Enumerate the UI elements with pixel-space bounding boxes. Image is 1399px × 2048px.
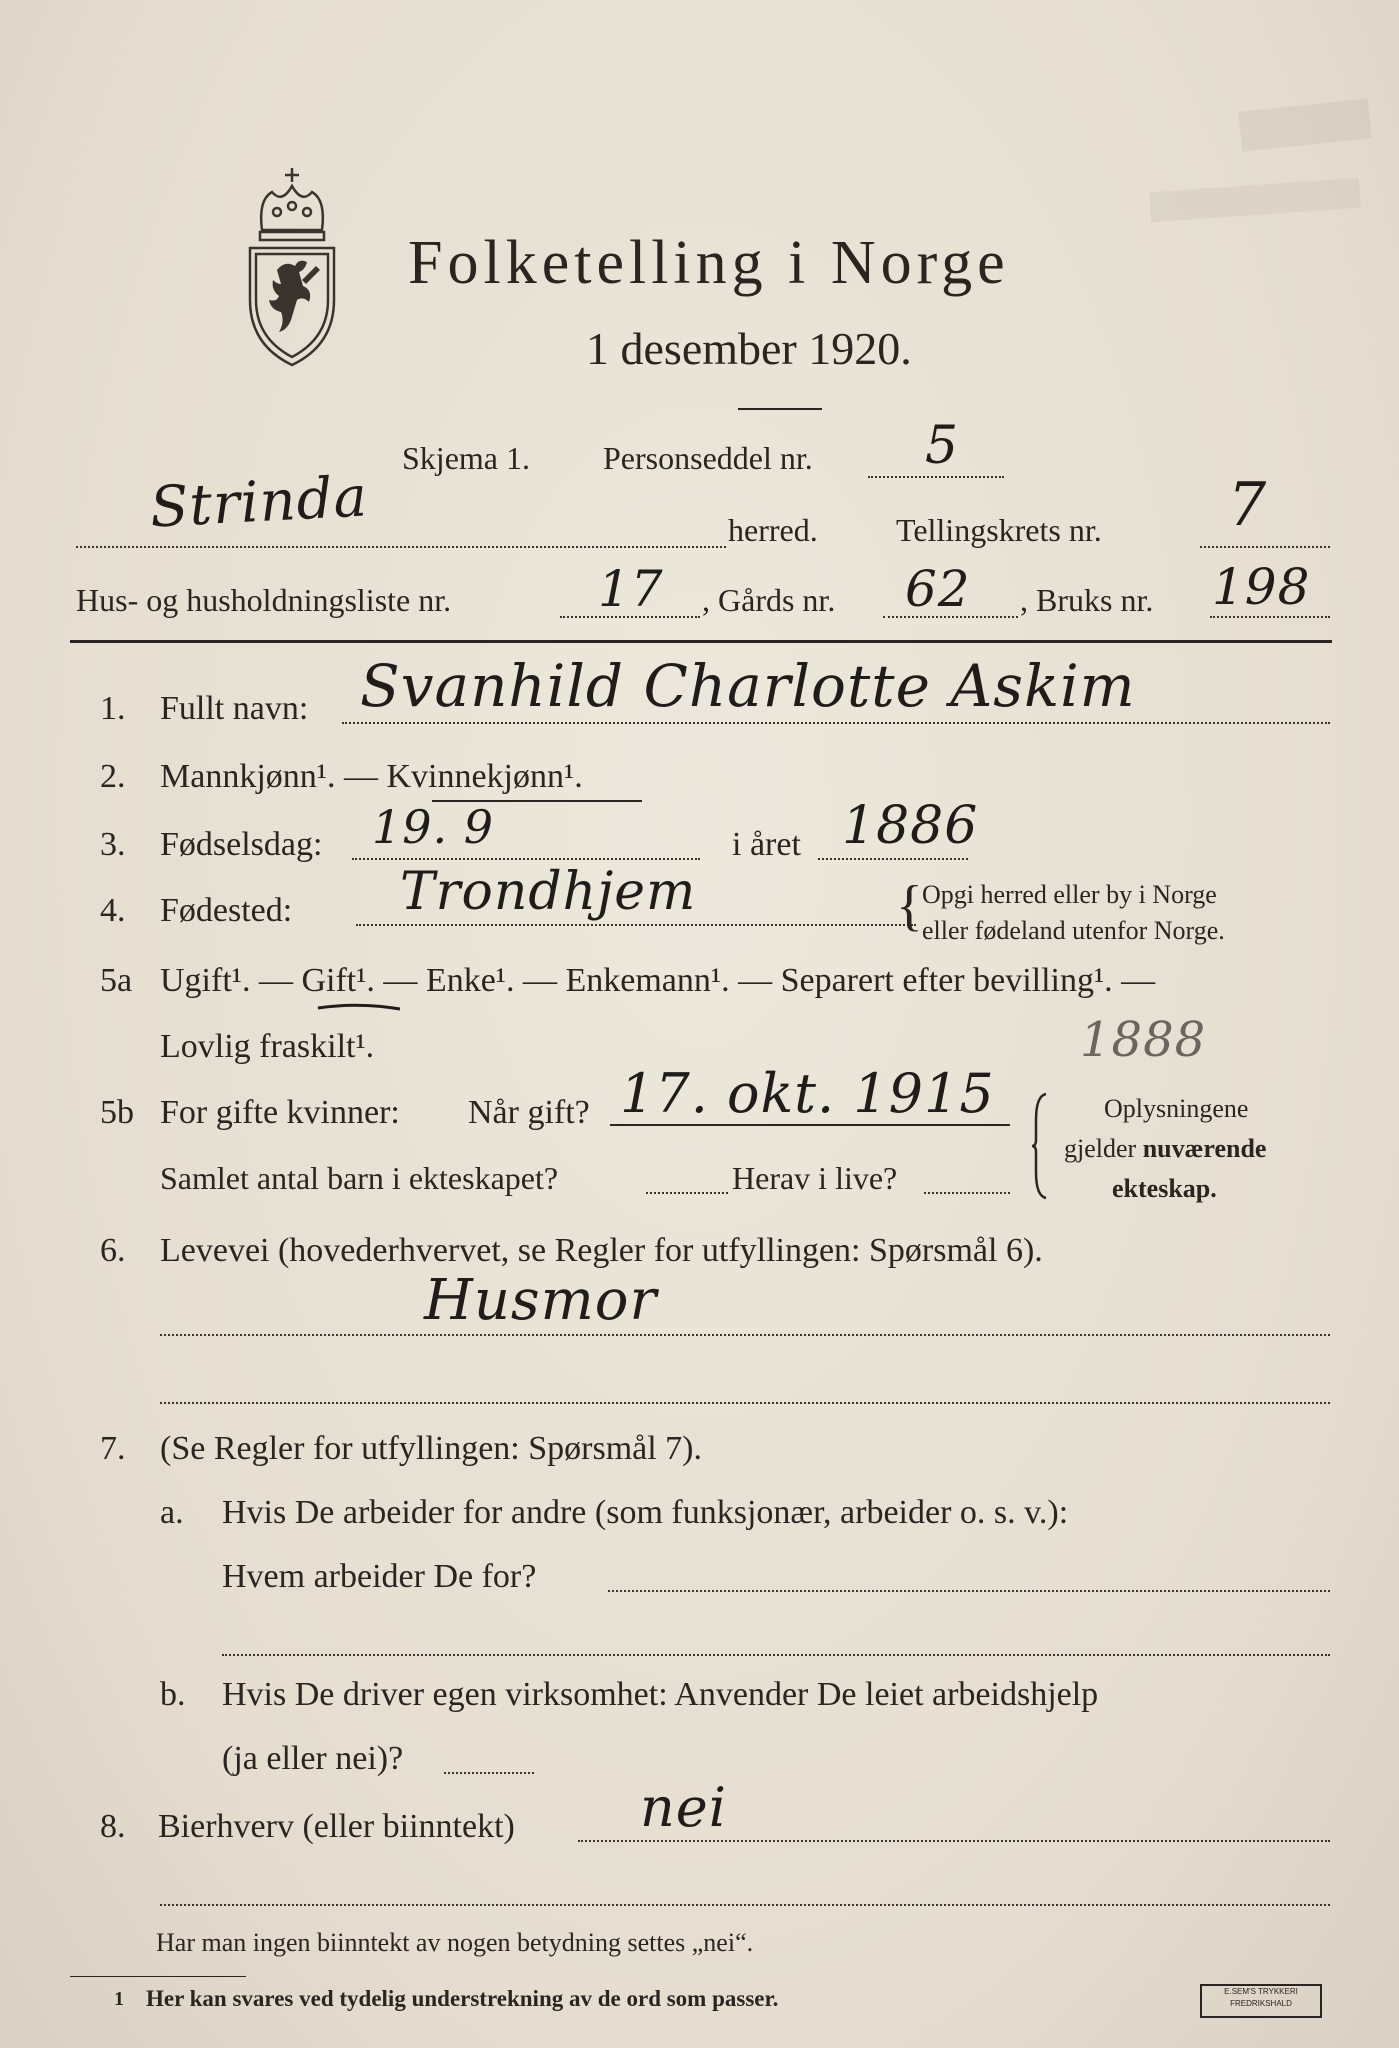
q8-label: Bierhverv (eller biinntekt) [158, 1808, 515, 1845]
tellingskrets-value: 7 [1228, 470, 1268, 540]
tellingskrets-label: Tellingskrets nr. [896, 512, 1102, 548]
q5a-underline-gift [314, 1000, 404, 1014]
q2-number: 2. [100, 758, 126, 795]
norwegian-coat-of-arms-icon [232, 160, 352, 370]
hus-value: 17 [598, 560, 664, 618]
q5b-note-nuvaerende: nuværende [1142, 1134, 1267, 1163]
q6-occupation-value: Husmor [424, 1268, 658, 1333]
q5b-note-gjelder: gjelder [1064, 1134, 1137, 1163]
q5a-status-options-line2: Lovlig fraskilt¹. [160, 1028, 375, 1065]
q5a-status-options: Ugift¹. — Gift¹. — Enke¹. — Enkemann¹. — Separert efter bevilling¹. — [160, 962, 1156, 999]
q6-line1 [160, 1334, 1330, 1336]
q7-label: (Se Regler for utfyllingen: Spørsmål 7). [160, 1430, 703, 1467]
printer-city: FREDRIKSHALD [1230, 1999, 1292, 2008]
footer-note: Har man ingen biinntekt av nogen betydning settes „nei“. [156, 1928, 754, 1957]
printer-stamp [1200, 1984, 1322, 2018]
q5b-brace [1030, 1090, 1050, 1202]
q5b-alive-label: Herav i live? [732, 1160, 898, 1196]
q1-label: Fullt navn: [160, 690, 309, 727]
personseddel-value: 5 [925, 416, 960, 476]
q8-line2 [160, 1904, 1330, 1906]
herred-line [76, 546, 726, 548]
q1-number: 1. [100, 690, 126, 727]
q8-side-income-value: nei [640, 1776, 728, 1839]
q6-line2 [160, 1402, 1330, 1404]
q3-label: Fødselsdag: [160, 826, 323, 863]
footnote-number: 1 [114, 1988, 124, 2010]
q5b-married-label: Når gift? [468, 1094, 590, 1131]
bleed-through [1050, 80, 1068, 145]
header-divider [70, 640, 1332, 643]
hus-label: Hus- og husholdningsliste nr. [76, 582, 452, 618]
q3-year-label: i året [732, 826, 801, 863]
printer-name: E.SEM'S TRYKKERI [1224, 1987, 1298, 1996]
q8-line1 [578, 1840, 1330, 1842]
bleed-through-mark [1238, 98, 1371, 151]
q7a-number: a. [160, 1494, 184, 1531]
q7b-line [444, 1772, 534, 1774]
q4-brace: { [896, 875, 923, 937]
q4-line [356, 924, 916, 926]
q7a-label: Hvis De arbeider for andre (som funksjonær, arbeider o. s. v.): [222, 1494, 1069, 1531]
footnote-text: Her kan svares ved tydelig understrekning av de ord som passer. [146, 1986, 779, 2011]
form-title: Folketelling i Norge [408, 229, 1010, 297]
herred-label: herred. [728, 512, 818, 548]
q3-birth-year-value: 1886 [842, 796, 979, 856]
q5b-number: 5b [100, 1094, 134, 1131]
gards-value: 62 [905, 560, 971, 618]
q7b-label: Hvis De driver egen virksomhet: Anvender De leiet arbeidshjelp [222, 1676, 1099, 1713]
q5b-note-line1: Oplysningene [1104, 1094, 1249, 1123]
bruks-label: , Bruks nr. [1020, 582, 1154, 618]
q5a-annotation-year: 1888 [1080, 1012, 1207, 1068]
q7a-line2 [222, 1654, 1330, 1656]
q4-birthplace-value: Trondhjem [400, 862, 697, 922]
herred-value: Strinda [148, 464, 370, 541]
q7b-number: b. [160, 1676, 186, 1713]
q8-number: 8. [100, 1808, 126, 1845]
q3-date-line [352, 858, 700, 860]
q5b-note-line2 [1064, 1134, 1266, 1164]
q7b-question: (ja eller nei)? [222, 1740, 404, 1777]
schema-label: Skjema 1. [402, 440, 530, 476]
q5b-married-date-value: 17. okt. 1915 [620, 1062, 995, 1125]
title-divider [738, 408, 822, 410]
q3-year-line [818, 858, 968, 860]
census-date: 1 desember 1920. [586, 323, 912, 374]
bleed-through-mark [1149, 178, 1361, 223]
q6-number: 6. [100, 1232, 126, 1269]
q1-full-name: Svanhild Charlotte Askim [360, 652, 1136, 720]
q4-number: 4. [100, 892, 126, 929]
q3-birthdate-value: 19. 9 [372, 800, 495, 854]
bruks-value: 198 [1212, 558, 1311, 616]
q7a-line1 [608, 1590, 1330, 1592]
q7a-question: Hvem arbeider De for? [222, 1558, 537, 1595]
personseddel-line [868, 476, 1004, 478]
bruks-line [1210, 616, 1330, 618]
q7-number: 7. [100, 1430, 126, 1467]
q4-note-line1: Opgi herred eller by i Norge [922, 880, 1217, 909]
q3-number: 3. [100, 826, 126, 863]
tellingskrets-line [1200, 546, 1330, 548]
q6-label: Levevei (hovederhvervet, se Regler for utfyllingen: Spørsmål 6). [160, 1232, 1043, 1269]
footnote-divider [70, 1976, 246, 1977]
q5b-note-line3: ekteskap. [1112, 1174, 1217, 1203]
q4-label: Fødested: [160, 892, 293, 929]
q5b-label: For gifte kvinner: [160, 1094, 400, 1131]
gards-label: , Gårds nr. [702, 582, 836, 618]
q2-gender-options: Mannkjønn¹. — Kvinnekjønn¹. [160, 758, 583, 795]
q5b-children-label: Samlet antal barn i ekteskapet? [160, 1160, 559, 1196]
personseddel-label: Personseddel nr. [603, 440, 813, 476]
q5a-number: 5a [100, 962, 133, 999]
q5b-alive-line [924, 1192, 1010, 1194]
q1-line [342, 722, 1330, 724]
q5b-children-line [646, 1192, 728, 1194]
q4-note-line2: eller fødeland utenfor Norge. [922, 916, 1225, 945]
